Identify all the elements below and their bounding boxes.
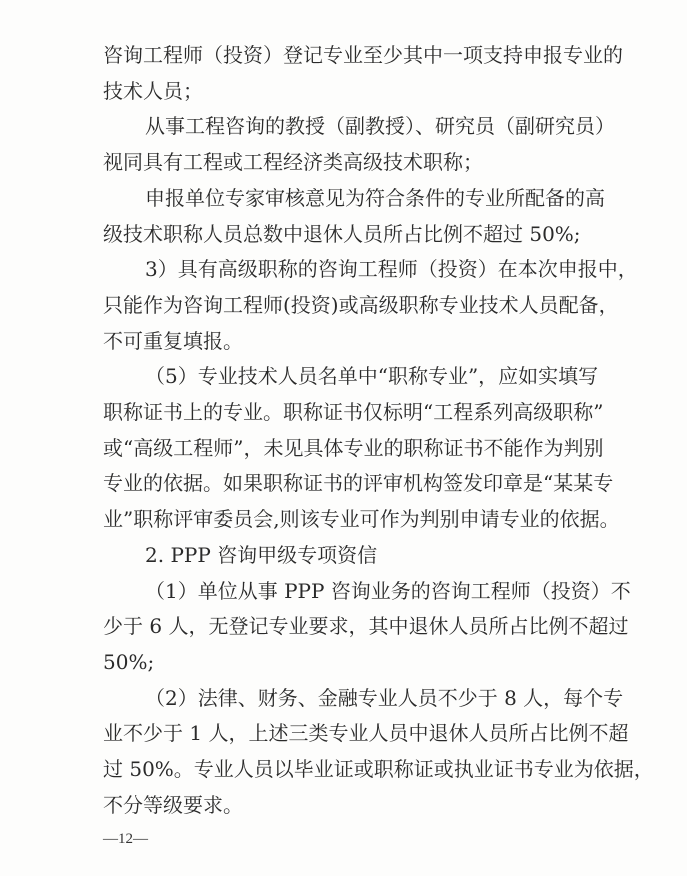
- text-line: 少于 6 人，无登记专业要求，其中退休人员所占比例不超过: [103, 614, 629, 639]
- text-line: 业不少于 1 人，上述三类专业人员中退休人员所占比例不超: [103, 721, 629, 746]
- text-line: （1）单位从事 PPP 咨询业务的咨询工程师（投资）不: [145, 578, 631, 603]
- text-line: 级技术职称人员总数中退休人员所占比例不超过 50%;: [103, 221, 581, 246]
- text-line: 不分等级要求。: [103, 792, 243, 817]
- text-line: 或“高级工程师”，未见具体专业的职称证书不能作为判别: [103, 435, 604, 460]
- text-line: 业”职称评审委员会,则该专业可作为判别申请专业的依据。: [103, 507, 620, 532]
- text-line: （2）法律、财务、金融专业人员不少于 8 人，每个专: [145, 685, 624, 710]
- text-line: 3）具有高级职称的咨询工程师（投资）在本次申报中，: [145, 257, 638, 282]
- text-line: 视同具有工程或工程经济类高级技术职称；: [103, 150, 483, 175]
- text-line: 过 50%。专业人员以毕业证或职称证或执业证书专业为依据，: [103, 757, 654, 781]
- text-line: 专业的依据。如果职称证书的评审机构签发印章是“某某专: [103, 471, 614, 496]
- text-line: （5）专业技术人员名单中“职称专业”，应如实填写: [145, 364, 599, 389]
- text-line: 申报单位专家审核意见为符合条件的专业所配备的高: [145, 185, 605, 210]
- text-line: 不可重复填报。: [103, 328, 243, 353]
- text-line: 职称证书上的专业。职称证书仅标明“工程系列高级职称”: [103, 400, 604, 424]
- text-line: 只能作为咨询工程师(投资)或高级职称专业技术人员配备，: [103, 292, 619, 317]
- text-line: 2. PPP 咨询甲级专项资信: [145, 542, 378, 567]
- text-line: 技术人员；: [103, 78, 203, 103]
- text-line: 从事工程咨询的教授（副教授）、研究员（副研究员）: [145, 114, 615, 139]
- text-line: 50%;: [103, 649, 155, 674]
- page-number: —12—: [103, 831, 148, 847]
- text-line: 咨询工程师（投资）登记专业至少其中一项支持申报专业的: [103, 43, 623, 67]
